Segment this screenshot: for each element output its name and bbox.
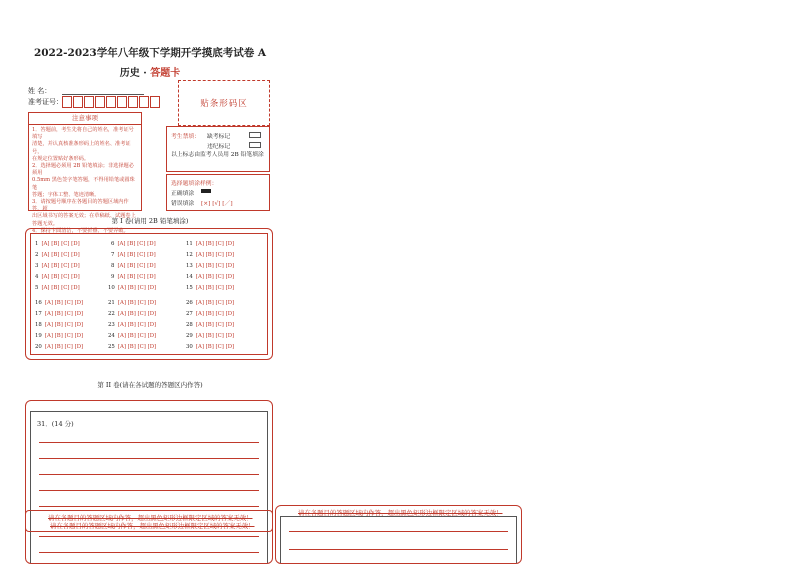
- notice-line: 2．选择题必须用 2B 铅笔填涂；非选择题必须用: [32, 163, 134, 177]
- exam-title: 2022-2023学年八年级下学期开学摸底考试卷 A: [33, 47, 267, 59]
- name-label: 姓 名：: [28, 87, 52, 95]
- answer-area-right: [275, 505, 522, 564]
- name-field[interactable]: [62, 94, 144, 95]
- question-row[interactable]: 5 [A] [B] [C] [D]: [35, 285, 80, 291]
- question-row[interactable]: 6 [A] [B] [C] [D]: [111, 241, 156, 247]
- warning-band: [25, 510, 273, 532]
- id-number-boxes[interactable]: [62, 96, 161, 108]
- notice-line: 4．保持卡面清洁，不要折叠、不要弄破。: [32, 227, 129, 234]
- answer-box-right[interactable]: [280, 516, 517, 563]
- answer-line[interactable]: [39, 490, 259, 491]
- answer-line[interactable]: [39, 536, 259, 537]
- section-2-title: 第 II 卷(请在各试题的答题区内作答): [97, 381, 203, 389]
- question-row[interactable]: 14 [A] [B] [C] [D]: [186, 274, 235, 280]
- absent-checkbox[interactable]: [249, 132, 261, 138]
- warning-text: 请在各题目的答题区域内作答，超出黑色矩形边框限定区域的答案无效！: [48, 514, 253, 522]
- id-digit-box[interactable]: [62, 96, 72, 108]
- question-row[interactable]: 19 [A] [B] [C] [D]: [35, 333, 84, 339]
- id-digit-box[interactable]: [84, 96, 94, 108]
- question-row[interactable]: 18 [A] [B] [C] [D]: [35, 322, 84, 328]
- notice-line: 3．请按题号顺序在各题目的答题区域内作答，超: [32, 199, 129, 213]
- question-row[interactable]: 3 [A] [B] [C] [D]: [35, 263, 80, 269]
- violation-label: 违纪标记: [207, 144, 231, 150]
- warning-text-duplicate: 请在各题目的答题区域内作答，超出黑色矩形边框限定区域的答案无效！: [50, 522, 255, 530]
- question-row[interactable]: 22 [A] [B] [C] [D]: [108, 311, 157, 317]
- question-row[interactable]: 9 [A] [B] [C] [D]: [111, 274, 156, 280]
- question-row[interactable]: 23 [A] [B] [C] [D]: [108, 322, 157, 328]
- question-row[interactable]: 2 [A] [B] [C] [D]: [35, 252, 80, 258]
- fill-sample-box: [166, 174, 270, 211]
- question-row[interactable]: 28 [A] [B] [C] [D]: [186, 322, 235, 328]
- card-subtitle: [0, 64, 300, 79]
- notice-line: 0.5mm 黑色签字笔答题，不得用铅笔或圆珠笔: [32, 177, 135, 191]
- wrong-fill-marks: [×] [√] [／]: [201, 201, 233, 207]
- violation-checkbox[interactable]: [249, 142, 261, 148]
- subject-label: 历史 ·: [119, 68, 151, 79]
- answer-line[interactable]: [289, 531, 508, 532]
- question-row[interactable]: 11 [A] [B] [C] [D]: [186, 241, 235, 247]
- question-row[interactable]: 10 [A] [B] [C] [D]: [108, 285, 157, 291]
- question-row[interactable]: 17 [A] [B] [C] [D]: [35, 311, 84, 317]
- question-row[interactable]: 4 [A] [B] [C] [D]: [35, 274, 80, 280]
- question-row[interactable]: 16 [A] [B] [C] [D]: [35, 300, 84, 306]
- id-digit-box[interactable]: [106, 96, 116, 108]
- id-label: 准考证号：: [28, 98, 63, 106]
- choice-question-grid: [30, 233, 268, 355]
- fill-sample-heading: 选择题填涂样例：: [171, 181, 218, 187]
- answer-box-q31[interactable]: [30, 411, 268, 563]
- exam-status-box: [166, 126, 270, 172]
- answer-line[interactable]: [39, 474, 259, 475]
- question-row[interactable]: 13 [A] [B] [C] [D]: [186, 263, 235, 269]
- id-digit-box[interactable]: [95, 96, 105, 108]
- notice-line: 答题；字体工整、笔迹清晰。: [32, 191, 100, 198]
- notice-line: 1．答题前，考生先将自己的姓名，准考证号填写: [32, 127, 134, 141]
- question-row[interactable]: 15 [A] [B] [C] [D]: [186, 285, 235, 291]
- question-row[interactable]: 20 [A] [B] [C] [D]: [35, 344, 84, 350]
- barcode-area: 贴条形码区: [178, 80, 270, 126]
- id-digit-box[interactable]: [150, 96, 160, 108]
- card-label: 答题卡: [150, 68, 181, 79]
- answer-line[interactable]: [289, 549, 508, 550]
- question-row[interactable]: 7 [A] [B] [C] [D]: [111, 252, 156, 258]
- section-1-title: 第 I 卷(请用 2B 铅笔填涂): [111, 217, 189, 225]
- correct-fill-label: 正确填涂: [171, 191, 195, 197]
- absent-label: 缺考标记: [207, 134, 231, 140]
- warning-text-right: 请在各题目的答题区域内作答，超出黑色矩形边框限定区域的答案无效！: [298, 509, 503, 517]
- question-row[interactable]: 29 [A] [B] [C] [D]: [186, 333, 235, 339]
- wrong-fill-label: 错误填涂: [171, 201, 195, 207]
- question-row[interactable]: 30 [A] [B] [C] [D]: [186, 344, 235, 350]
- question-row[interactable]: 21 [A] [B] [C] [D]: [108, 300, 157, 306]
- question-31-label: 31．(14 分): [37, 420, 74, 428]
- question-row[interactable]: 26 [A] [B] [C] [D]: [186, 300, 235, 306]
- id-digit-box[interactable]: [117, 96, 127, 108]
- id-digit-box[interactable]: [73, 96, 83, 108]
- id-digit-box[interactable]: [128, 96, 138, 108]
- answer-area-q31: [25, 400, 273, 564]
- question-row[interactable]: 8 [A] [B] [C] [D]: [111, 263, 156, 269]
- question-row[interactable]: 12 [A] [B] [C] [D]: [186, 252, 235, 258]
- question-row[interactable]: 24 [A] [B] [C] [D]: [108, 333, 157, 339]
- answer-line[interactable]: [39, 442, 259, 443]
- id-digit-box[interactable]: [139, 96, 149, 108]
- question-row[interactable]: 25 [A] [B] [C] [D]: [108, 344, 157, 350]
- notice-line: 出区域书写的答案无效；在草稿纸、试题卷上: [32, 213, 136, 220]
- notice-line: 答题无效。: [32, 220, 58, 227]
- notice-box: [28, 112, 142, 234]
- exam-status-label: 考生禁填：: [171, 134, 200, 140]
- notice-line: 在规定位置贴好条形码。: [32, 155, 90, 162]
- answer-line[interactable]: [39, 458, 259, 459]
- answer-line[interactable]: [39, 506, 259, 507]
- correct-fill-mark: [201, 189, 211, 193]
- choice-question-frame: [25, 228, 273, 360]
- question-row[interactable]: 27 [A] [B] [C] [D]: [186, 311, 235, 317]
- answer-line[interactable]: [39, 552, 259, 553]
- notice-line: 清楚，并认真核准条形码上的姓名、准考证号，: [32, 141, 131, 155]
- notice-heading: 注意事项: [29, 113, 141, 125]
- question-row[interactable]: 1 [A] [B] [C] [D]: [35, 241, 80, 247]
- exam-status-note: 以上标志由监考人员用 2B 铅笔填涂: [171, 152, 264, 158]
